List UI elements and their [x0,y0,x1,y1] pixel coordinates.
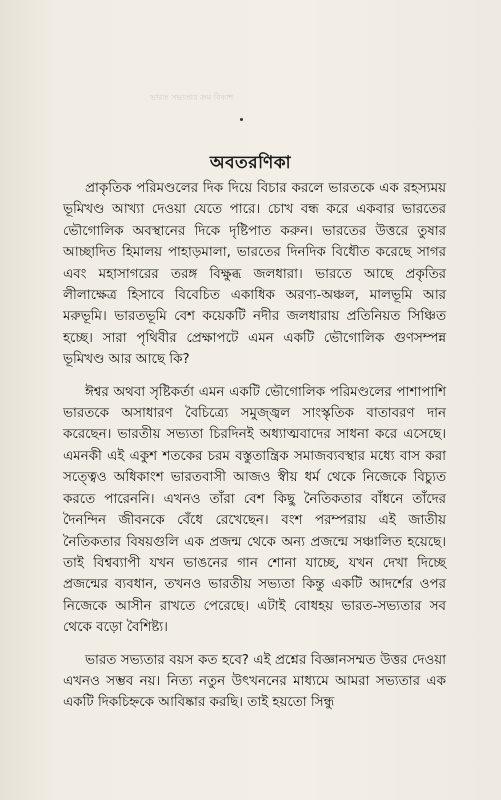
chapter-body [63,178,446,725]
ornament-dot [240,118,243,121]
paragraph-2: ঈশ্বর অথবা সৃষ্টিকর্তা এমন একটি ভৌগোলিক পরিমণ্ডলের পাশাপাশি ভারতকে অসাধারণ বৈচিত্র্যে সমুজ্জ্বল সাংস্কৃতিক বাতাবরণ দান করেছেন। ভারতীয় সভ্যতা চিরদিনই অধ্যাত্মবাদের সাধনা করে এসেছে। এমনকী এই একুশ শতকের চরম বস্তুতান্ত্রিক সমাজব্যবস্থার মধ্যে বাস করা সত্ত্বেও অধিকাংশ ভারতবাসী আজও স্বীয় ধর্ম থেকে নিজেকে বিচ্যুত করতে পারেননি। এখনও তাঁরা বেশ কিছু নৈতিকতার বাঁধনে তাঁদের দৈনন্দিন জীবনকে বেঁধে রেখেছেন। বংশ পরম্পরায় এই জাতীয় নৈতিকতার বিষয়গুলি এক প্রজন্ম থেকে অন্য প্রজন্মে সঞ্চালিত হয়েছে। তাই বিশ্বব্যাপী যখন ভাঙনের গান শোনা যাচ্ছে, যখন দেখা দিচ্ছে প্রজন্মের ব্যবধান, তখনও ভারতীয় সভ্যতা কিন্তু একটি আদর্শের ওপর নিজেকে আসীন রাখতে পেরেছে। এটাই বোধহয় ভারত-সভ্যতার সব থেকে বড়ো বৈশিষ্ট্য। [63,384,446,636]
paragraph-1: প্রাকৃতিক পরিমণ্ডলের দিক দিয়ে বিচার করলে ভারতকে এক রহস্যময় ভূমিখণ্ড আখ্যা দেওয়া যেতে পারে। চোখ বন্ধ করে একবার ভারতের ভৌগোলিক অবস্থানের দিকে দৃষ্টিপাত করুন। ভারতের উত্তরে তুষার আচ্ছাদিত হিমালয় পাহাড়মালা, ভারতের দিনদিক বিধৌত করেছে সাগর এবং মহাসাগরের তরঙ্গ বিক্ষুব্ধ জলধারা। ভারতে আছে প্রকৃতির লীলাক্ষেত্র হিসাবে বিবেচিত একাধিক অরণ্য-অঞ্চল, মালভূমি আর মরুভূমি। ভারতভূমি বেশ কয়েকটি নদীর জলধারায় প্রতিনিয়ত সিঞ্চিত হচ্ছে। সারা পৃথিবীর প্রেক্ষাপটে এমন একটি ভৌগোলিক গুণসম্পন্ন ভূমিখণ্ড আর আছে কি? [63,181,446,368]
chapter-title: অবতরণিকা [209,153,292,173]
bleed-through-header: ভারত সভ্যতার ক্রম বিকাশ [150,93,234,102]
paragraph-3: ভারত সভ্যতার বয়স কত হবে? এই প্রশ্নের বিজ্ঞানসম্মত উত্তর দেওয়া এখনও সম্ভব নয়। নিত্য নতুন উৎখননের মাধ্যমে আমরা সভ্যতার এক একটি দিকচিহ্নকে আবিষ্কার করছি। তাই হয়তো সিন্ধু [63,652,446,711]
